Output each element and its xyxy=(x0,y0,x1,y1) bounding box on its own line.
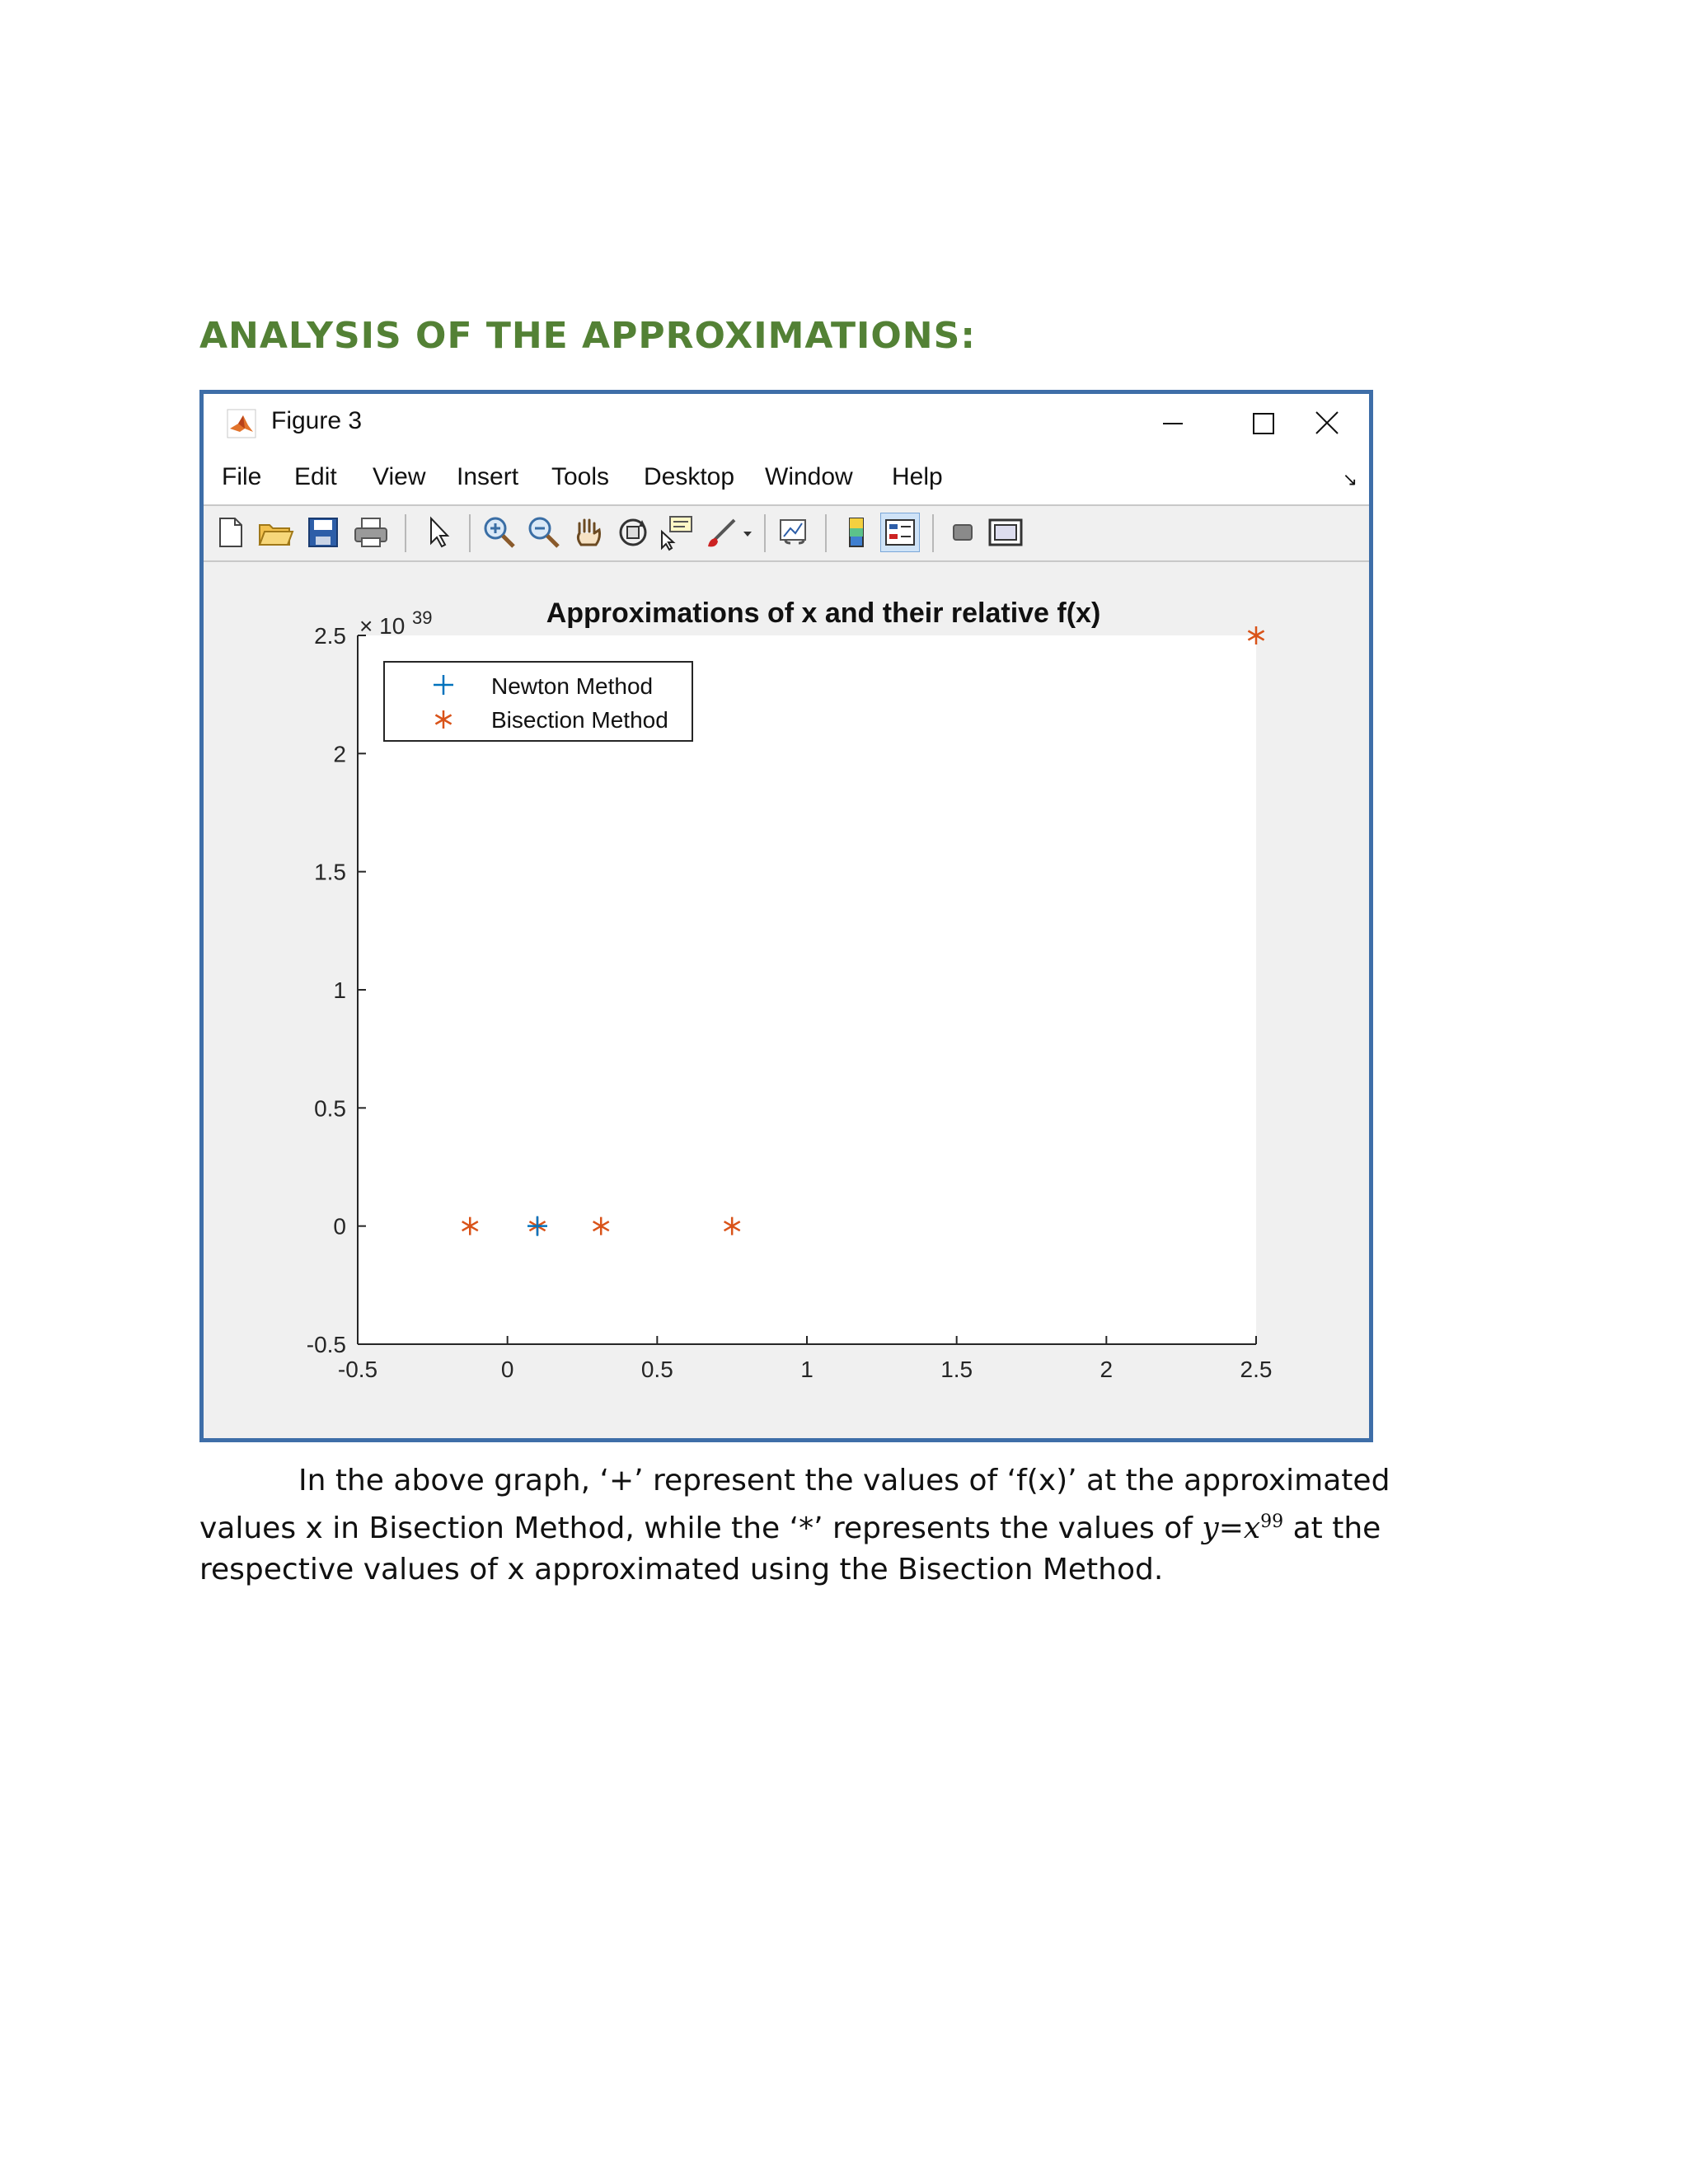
x-tick-label: 2 xyxy=(1100,1357,1114,1382)
toolbar-separator xyxy=(932,514,934,552)
minimize-button[interactable] xyxy=(1127,394,1217,452)
hide-plot-tools-icon[interactable] xyxy=(944,513,982,551)
legend-newton-label: Newton Method xyxy=(491,673,654,699)
caption-paragraph xyxy=(199,1460,1419,1591)
math-expression xyxy=(1202,1511,1283,1545)
caption xyxy=(199,1460,1419,1591)
menu-edit[interactable]: Edit xyxy=(294,463,337,490)
scatter-chart xyxy=(204,562,1369,1438)
data-cursor-icon[interactable] xyxy=(657,513,695,551)
y-tick-label: 1 xyxy=(333,977,346,1003)
y-exponent-label: × 10 xyxy=(359,613,406,639)
window-title: Figure 3 xyxy=(271,407,363,434)
caption-text-1: In the above graph, ‘+’ represent the values of ‘f(x)’ at the approximated values x in Bisection Method, while the ‘*’ represents the values of xyxy=(199,1464,1390,1545)
y-tick-label: 0 xyxy=(333,1213,346,1240)
y-tick-label: 2 xyxy=(333,741,346,767)
save-icon[interactable] xyxy=(304,513,342,551)
pan-hand-icon[interactable] xyxy=(570,513,607,551)
toolbar-separator xyxy=(764,514,766,552)
caption-text-2: at the respective values of x approximated using the Bisection Method. xyxy=(199,1511,1381,1586)
menu-file[interactable]: File xyxy=(222,463,262,490)
section-heading: ANALYSIS OF THE APPROXIMATIONS: xyxy=(199,315,976,357)
menu-view[interactable]: View xyxy=(373,463,426,490)
x-tick-label: 0.5 xyxy=(640,1357,673,1382)
print-icon[interactable] xyxy=(352,513,390,551)
brush-icon[interactable] xyxy=(703,513,741,551)
toolbar-separator xyxy=(469,514,471,552)
math-exponent: 99 xyxy=(1260,1511,1284,1532)
y-tick-label: 0.5 xyxy=(314,1095,346,1122)
y-tick-label: 2.5 xyxy=(314,623,346,649)
close-button[interactable] xyxy=(1280,394,1371,452)
zoom-out-icon[interactable] xyxy=(525,513,563,551)
pointer-arrow-icon[interactable] xyxy=(420,513,457,551)
figure-window xyxy=(199,390,1373,1442)
menu-desktop[interactable]: Desktop xyxy=(644,463,735,490)
menu-window[interactable]: Window xyxy=(765,463,853,490)
matlab-logo-icon xyxy=(227,409,256,438)
brush-dropdown-icon[interactable] xyxy=(739,513,756,551)
x-tick-label: 1.5 xyxy=(940,1357,973,1382)
figure-toolbar xyxy=(204,506,1369,562)
math-base: y=x xyxy=(1202,1511,1261,1545)
x-tick-label: 2.5 xyxy=(1240,1357,1273,1382)
menu-tools[interactable]: Tools xyxy=(551,463,610,490)
open-folder-icon[interactable] xyxy=(256,513,294,551)
legend-bisection-label: Bisection Method xyxy=(491,707,668,733)
rotate-3d-icon[interactable] xyxy=(614,513,652,551)
window-titlebar[interactable] xyxy=(204,394,1369,452)
y-tick-label: 1.5 xyxy=(314,859,346,885)
toolbar-separator xyxy=(405,514,406,552)
dock-arrow-icon[interactable]: ↘ xyxy=(1342,470,1357,490)
colorbar-icon[interactable] xyxy=(838,513,876,551)
plot-area xyxy=(204,562,1369,1438)
zoom-in-icon[interactable] xyxy=(481,513,518,551)
x-tick-label: 0 xyxy=(500,1357,514,1382)
show-plot-tools-icon[interactable] xyxy=(987,513,1025,551)
menu-insert[interactable]: Insert xyxy=(457,463,519,490)
y-exponent-value: 39 xyxy=(412,607,433,628)
legend-icon[interactable] xyxy=(881,513,919,551)
menu-bar xyxy=(204,452,1369,506)
chart-title: Approximations of x and their relative f(x) xyxy=(546,598,1101,629)
toolbar-separator xyxy=(825,514,827,552)
link-plot-icon[interactable] xyxy=(776,513,814,551)
menu-help[interactable]: Help xyxy=(892,463,943,490)
close-icon xyxy=(1280,394,1371,452)
x-tick-label: 1 xyxy=(800,1357,814,1382)
minimize-icon xyxy=(1127,394,1217,452)
new-file-icon[interactable] xyxy=(212,513,250,551)
x-tick-label: -0.5 xyxy=(337,1357,378,1382)
y-tick-label: -0.5 xyxy=(306,1332,346,1357)
